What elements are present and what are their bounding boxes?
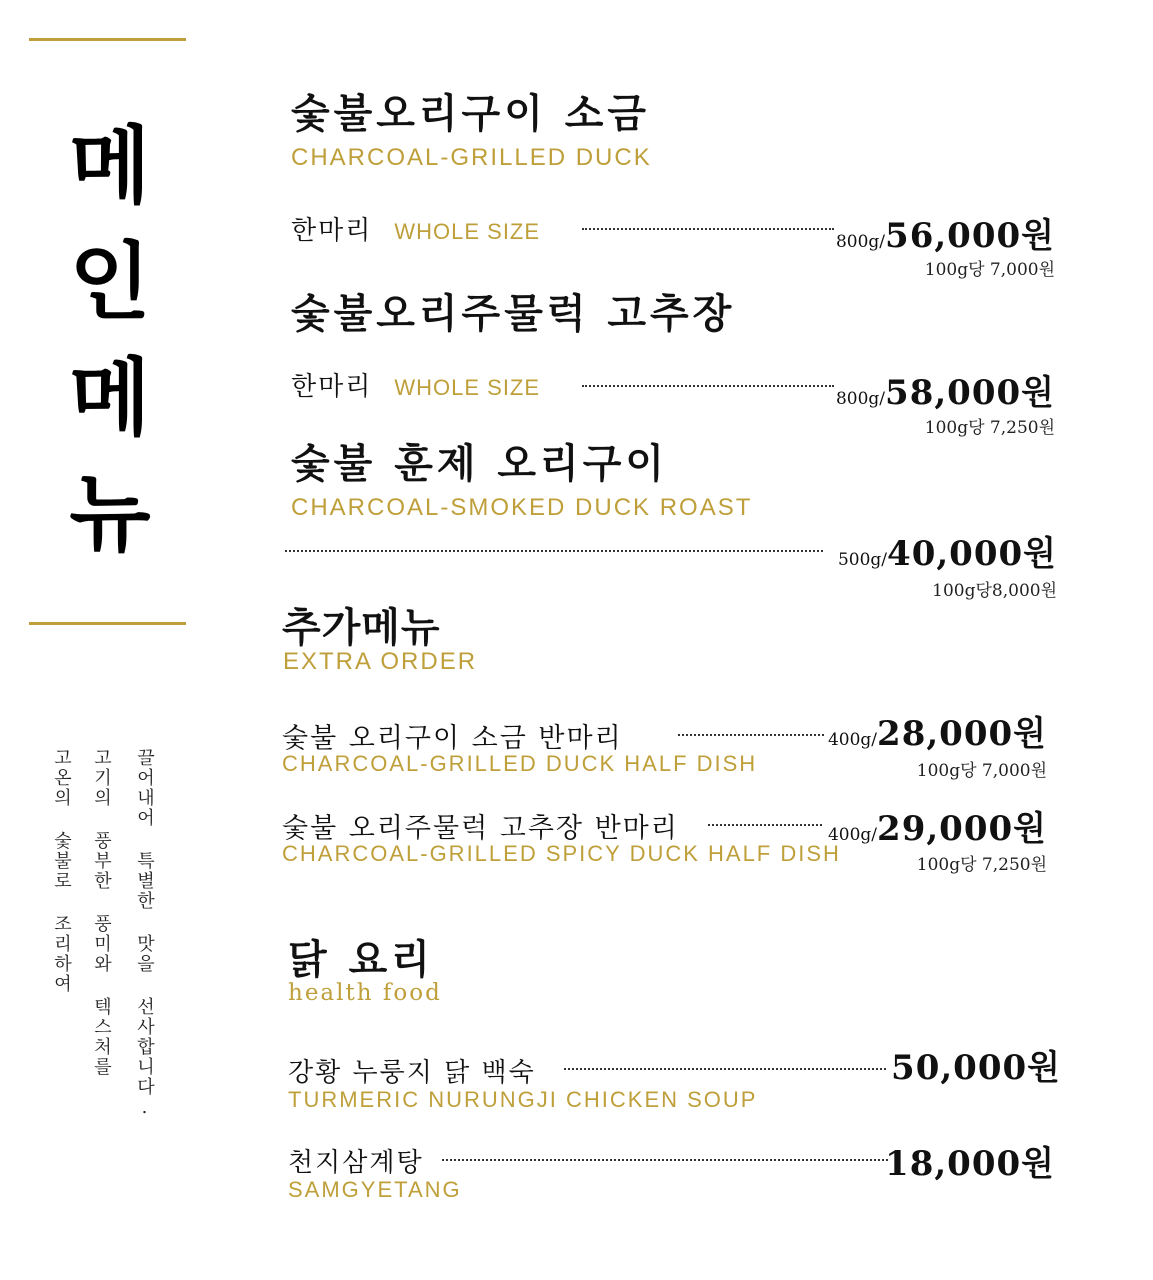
smoked-duck-subtitle: CHARCOAL-SMOKED DUCK ROAST	[291, 494, 753, 521]
extra-item-2-weight: 400g/	[827, 825, 878, 845]
chicken-item-2-price	[885, 1136, 1055, 1185]
bottom-gold-rule	[29, 622, 186, 625]
spicy-duck-weight: 800g/	[835, 389, 886, 409]
chicken-item-2-name: 천지삼계탕	[288, 1148, 424, 1178]
sidebar-desc-col-3: 고온의 숯불로 조리하여	[51, 748, 72, 994]
extra-item-2-price-value: 29,000원	[877, 809, 1047, 849]
chicken-title: 닭 요리	[288, 937, 434, 983]
smoked-duck-dot-leader	[285, 550, 823, 552]
spicy-duck-per-100g: 100g당 7,250원	[924, 418, 1055, 438]
salt-duck-price	[836, 208, 1055, 257]
spicy-duck-size-row	[291, 366, 540, 403]
extra-item-2-price	[828, 801, 1047, 850]
salt-duck-weight: 800g/	[835, 232, 886, 252]
extra-item-2-name: 숯불 오리주물럭 고추장 반마리	[282, 813, 679, 844]
smoked-duck-price	[838, 526, 1057, 575]
chicken-item-1-name: 강황 누룽지 닭 백숙	[288, 1058, 536, 1088]
sidebar-title: 메인메뉴	[69, 117, 151, 563]
salt-duck-per-100g: 100g당 7,000원	[924, 260, 1055, 280]
spicy-duck-size-en: WHOLE SIZE	[394, 375, 541, 400]
extra-item-1-name: 숯불 오리구이 소금 반마리	[282, 723, 623, 754]
salt-duck-size-en: WHOLE SIZE	[394, 219, 541, 244]
chicken-subtitle: health food	[288, 980, 442, 1006]
extra-item-1-weight: 400g/	[827, 730, 878, 750]
salt-duck-size-label: 한마리	[291, 216, 373, 246]
salt-duck-size-row	[291, 210, 540, 247]
spicy-duck-title: 숯불오리주물럭 고추장	[291, 291, 736, 337]
extra-item-2-per-100g: 100g당 7,250원	[916, 855, 1047, 875]
extra-item-1-per-100g: 100g당 7,000원	[916, 761, 1047, 781]
chicken-item-1-price-value: 50,000원	[891, 1048, 1061, 1088]
smoked-duck-title: 숯불 훈제 오리구이	[291, 441, 668, 487]
smoked-duck-weight: 500g/	[837, 550, 888, 570]
chicken-item-2-dot-leader	[442, 1159, 888, 1161]
extra-item-1-name-en: CHARCOAL-GRILLED DUCK HALF DISH	[282, 751, 758, 776]
smoked-duck-price-value: 40,000원	[887, 534, 1057, 574]
extra-item-1-price	[828, 706, 1047, 755]
spicy-duck-price	[836, 365, 1055, 414]
extra-item-2-dot-leader	[708, 824, 822, 826]
chicken-item-1-name-en: TURMERIC NURUNGJI CHICKEN SOUP	[288, 1087, 758, 1112]
spicy-duck-size-label: 한마리	[291, 372, 373, 402]
salt-duck-price-value: 56,000원	[885, 216, 1055, 256]
top-gold-rule	[29, 38, 186, 41]
salt-duck-subtitle: CHARCOAL-GRILLED DUCK	[291, 144, 652, 171]
sidebar-desc-col-1: 끌어내어 특별한 맛을 선사합니다.	[134, 748, 155, 1120]
extra-item-1-dot-leader	[678, 734, 824, 736]
salt-duck-title: 숯불오리구이 소금	[291, 91, 651, 137]
salt-duck-dot-leader	[582, 228, 834, 230]
extra-item-1-price-value: 28,000원	[877, 714, 1047, 754]
extra-subtitle: EXTRA ORDER	[283, 648, 478, 675]
smoked-duck-per-100g: 100g당8,000원	[932, 581, 1057, 601]
extra-title: 추가메뉴	[282, 605, 441, 651]
sidebar-desc-col-2: 고기의 풍부한 풍미와 텍스처를	[91, 748, 112, 1077]
chicken-item-1-dot-leader	[564, 1068, 886, 1070]
spicy-duck-dot-leader	[582, 385, 834, 387]
spicy-duck-price-value: 58,000원	[885, 373, 1055, 413]
chicken-item-2-price-value: 18,000원	[885, 1144, 1055, 1184]
chicken-item-2-name-en: SAMGYETANG	[288, 1177, 462, 1202]
extra-item-2-name-en: CHARCOAL-GRILLED SPICY DUCK HALF DISH	[282, 841, 841, 866]
chicken-item-1-price	[891, 1040, 1061, 1089]
